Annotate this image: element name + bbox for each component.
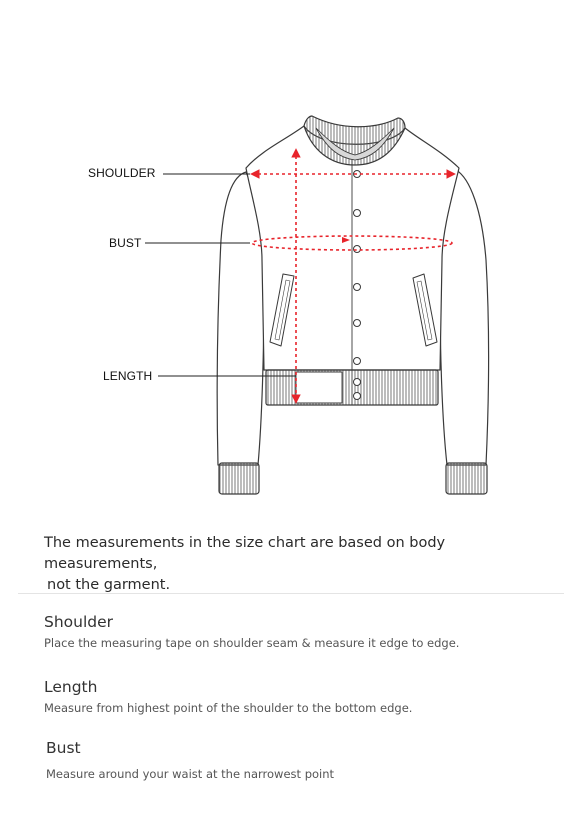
bust-section	[46, 738, 566, 782]
bust-label: BUST	[109, 236, 142, 250]
shoulder-section	[44, 612, 564, 651]
shoulder-title: Shoulder	[44, 613, 114, 631]
length-section	[44, 677, 564, 716]
left-cuff	[219, 463, 259, 494]
measurement-note	[44, 533, 554, 596]
bust-title: Bust	[46, 739, 81, 757]
waistband	[266, 370, 438, 405]
length-label: LENGTH	[103, 369, 153, 383]
jacket-outline	[217, 116, 488, 494]
shoulder-description: Place the measuring tape on shoulder seam & measure it edge to edge.	[44, 636, 460, 650]
length-title: Length	[44, 678, 98, 696]
divider	[18, 593, 564, 594]
bust-description: Measure around your waist at the narrowest point	[46, 767, 335, 781]
length-description: Measure from highest point of the shoulder to the bottom edge.	[44, 701, 413, 715]
shoulder-label: SHOULDER	[88, 166, 156, 180]
note-line-1: The measurements in the size chart are based on body measurements,	[44, 535, 446, 572]
note-line-2: not the garment.	[47, 577, 171, 593]
right-cuff	[446, 463, 487, 494]
